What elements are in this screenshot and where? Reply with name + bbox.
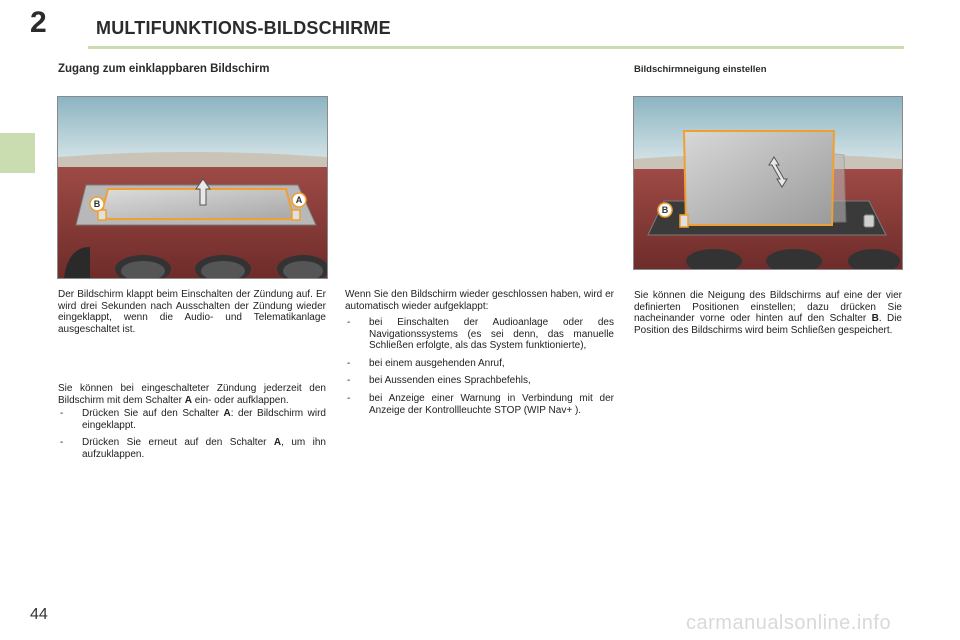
chapter-number: 2	[30, 6, 47, 39]
illustration-dashboard-closed	[58, 97, 327, 278]
page-number: 44	[30, 606, 48, 623]
list-item: - Drücken Sie erneut auf den Schalter A, um ihn aufzuklappen.	[58, 437, 326, 460]
watermark-text: carmanualsonline.info	[686, 612, 892, 634]
header-rule	[88, 46, 904, 49]
list-switch-actions	[58, 408, 326, 466]
figure-screen-tilt	[633, 96, 903, 270]
paragraph-tilt-adjust: Sie können die Neigung des Bildschirms auf eine der vier definierten Positionen einstellen; dazu drücken Sie nacheinander vorne oder hinten auf den Schalter B. Die Position des Bildschirms wird beim Schließen gespeichert.	[634, 290, 902, 336]
list-item: - bei einem ausgehenden Anruf,	[345, 358, 614, 370]
figure-foldable-screen	[57, 96, 328, 279]
label-b: B	[661, 205, 669, 215]
illustration-dashboard-open	[634, 97, 902, 269]
label-a: A	[295, 195, 303, 205]
section-title-access: Zugang zum einklappbaren Bildschirm	[58, 63, 270, 75]
chapter-title: MULTIFUNKTIONS-BILDSCHIRME	[96, 18, 391, 38]
paragraph-switch-a: Sie können bei eingeschalteter Zündung jederzeit den Bildschirm mit dem Schalter A ein- oder aufklappen.	[58, 383, 326, 406]
list-item: - bei Einschalten der Audioanlage oder des Navigationssystems (es sei denn, das manuelle Schließen erfolgte, als das System funktionierte),	[345, 317, 614, 352]
list-item: - Drücken Sie auf den Schalter A: der Bildschirm wird eingeklappt.	[58, 408, 326, 431]
paragraph-screen-auto: Der Bildschirm klappt beim Einschalten der Zündung auf. Er wird drei Sekunden nach Ausschalten der Zündung wieder eingeklappt, wenn die Audio- und Telematikanlage ausgeschaltet ist.	[58, 289, 326, 335]
list-reopen-conditions	[345, 317, 614, 422]
section-title-tilt: Bildschirmneigung einstellen	[634, 64, 767, 75]
list-item: - bei Anzeige einer Warnung in Verbindung mit der Anzeige der Kontrollleuchte STOP (WIP Nav+ ).	[345, 393, 614, 416]
paragraph-auto-reopen: Wenn Sie den Bildschirm wieder geschlossen haben, wird er automatisch wieder aufgeklappt:	[345, 289, 614, 312]
chapter-side-tab	[0, 133, 35, 173]
label-b: B	[93, 199, 101, 209]
list-item: - bei Aussenden eines Sprachbefehls,	[345, 375, 614, 387]
